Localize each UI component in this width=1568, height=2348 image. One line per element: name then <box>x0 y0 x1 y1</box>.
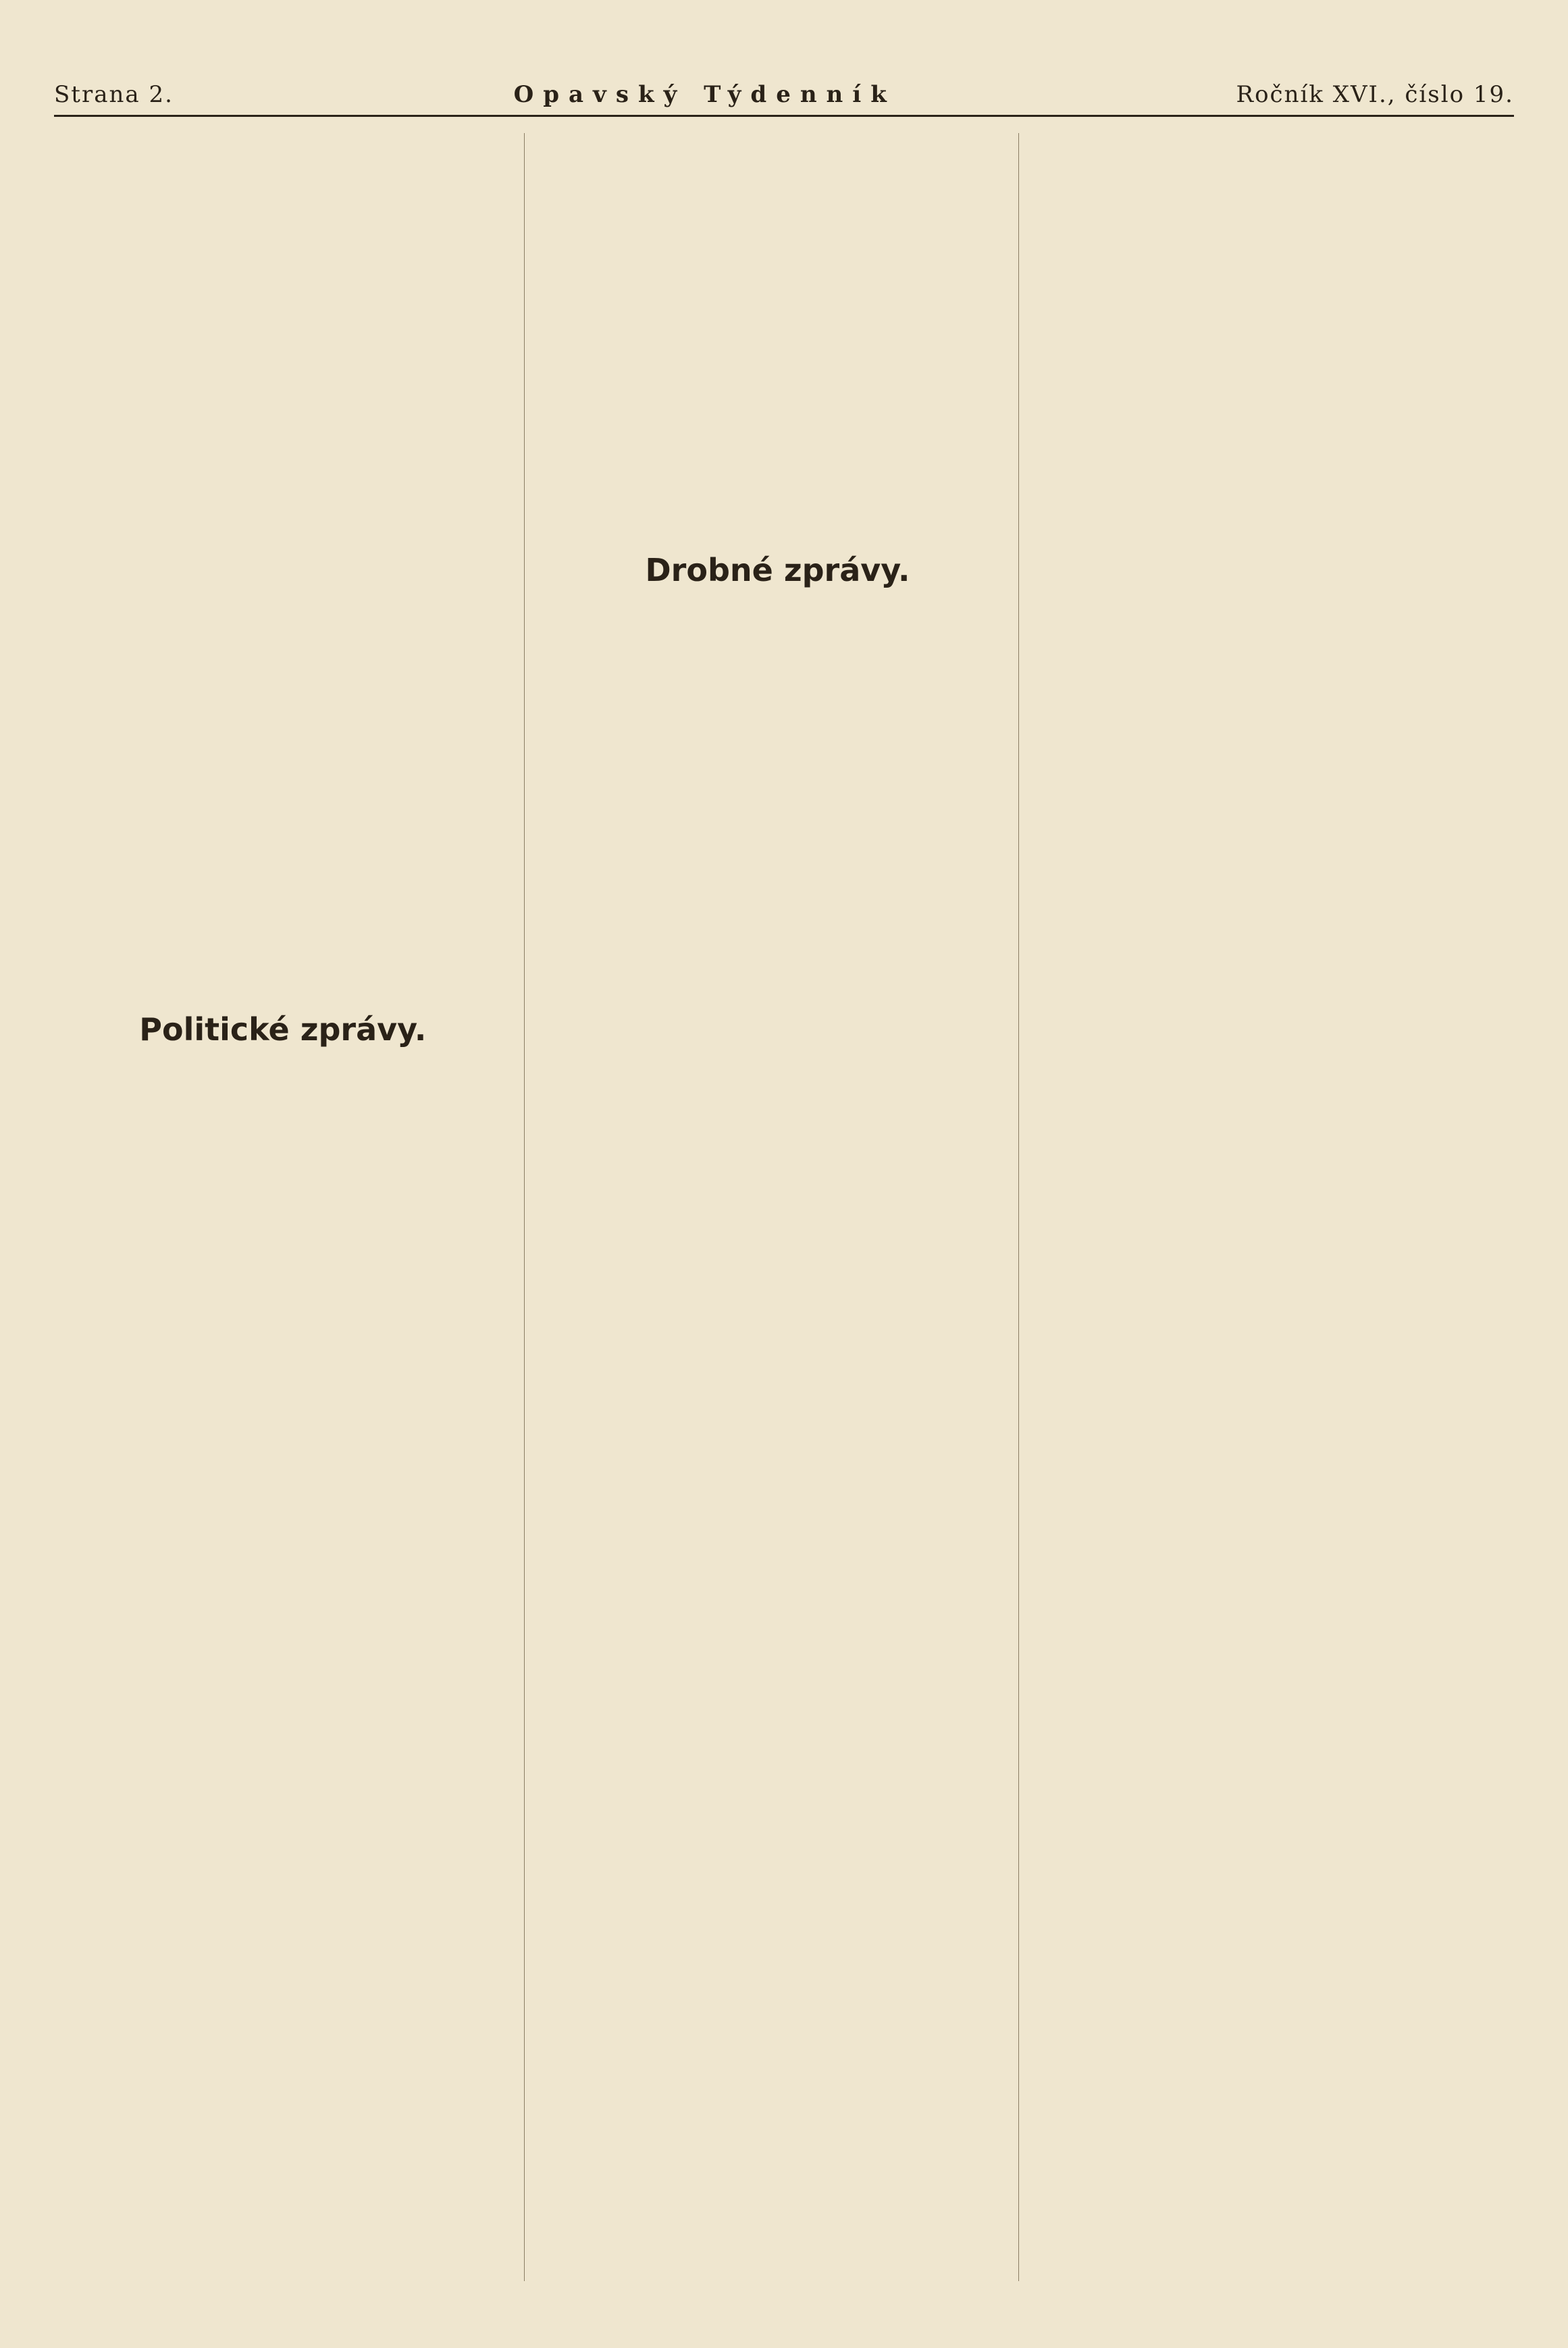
column-1 <box>54 133 525 2281</box>
running-header <box>54 81 1514 117</box>
section-heading-politicke: Politické zprávy. <box>139 1011 427 1048</box>
column-2 <box>549 133 1020 2281</box>
page-number: Strana 2. <box>54 81 174 108</box>
article-columns <box>54 133 1514 2281</box>
section-heading-drobne: Drobné zprávy. <box>645 552 910 588</box>
issue-info: Ročník XVI., číslo 19. <box>1236 81 1514 108</box>
newspaper-title: Opavský Týdenník <box>513 81 896 108</box>
column-3 <box>1043 133 1514 2281</box>
